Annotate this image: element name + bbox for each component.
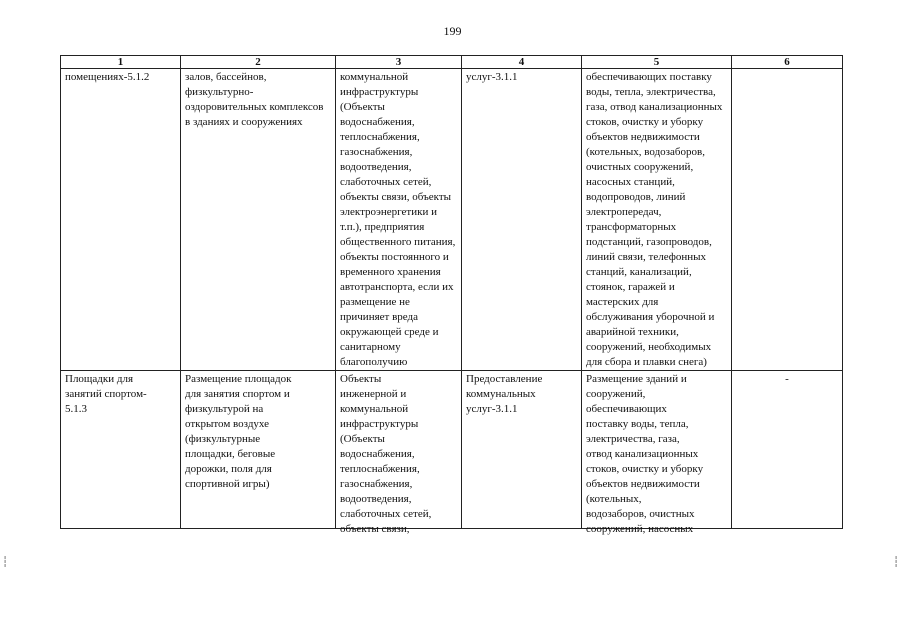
scan-margin-mark-left: ┆ bbox=[2, 557, 9, 568]
document-table bbox=[60, 55, 843, 535]
table-cell bbox=[732, 371, 843, 529]
table-cell bbox=[582, 371, 732, 535]
table-cell bbox=[181, 371, 336, 529]
scan-margin-mark-right: ┆ bbox=[893, 557, 900, 568]
table-cell bbox=[462, 371, 582, 529]
column-header-1: 1 bbox=[61, 56, 181, 69]
table-cell bbox=[336, 371, 462, 535]
table-cell: услуг-3.1.1 bbox=[462, 69, 582, 371]
table-cell: коммунальной инфраструктуры (Объекты водоснабжения, теплоснабжения, газоснабжения, водоотведения, слаботочных сетей, объекты связи, объекты электроэнергетики и т.п.), предприятия общественного питания, объекты постоянного и временного хранения автотранспорта, если их размещение не причиняет вреда окружающей среде и санитарному благополучию bbox=[336, 69, 462, 371]
column-header-3: 3 bbox=[336, 56, 462, 69]
table-row bbox=[61, 69, 843, 371]
cell-text: Размещение зданий и сооружений, обеспечивающих поставку воды, тепла, электричества, газа, отвод канализационных стоков, очистку и уборку объектов недвижимости (котельных, водозаборов, очистных сооружений, насосных bbox=[586, 373, 704, 535]
table-cell bbox=[732, 69, 843, 371]
table-cell: залов, бассейнов, физкультурно- оздоровительных комплексов в зданиях и сооружениях bbox=[181, 69, 336, 371]
column-header-4: 4 bbox=[462, 56, 582, 69]
table-header-row bbox=[61, 56, 843, 69]
cell-text: - bbox=[785, 373, 789, 385]
cell-text: Площадки для занятий спортом- 5.1.3 bbox=[65, 373, 147, 415]
column-header-6: 6 bbox=[732, 56, 843, 69]
cell-text: Объекты инженерной и коммунальной инфраструктуры (Объекты водоснабжения, теплоснабжения, газоснабжения, водоотведения, слаботочных сетей, объекты связи, bbox=[340, 373, 432, 535]
cell-text: Предоставление коммунальных услуг-3.1.1 bbox=[466, 373, 543, 415]
table-cell bbox=[61, 371, 181, 529]
table-cell: обеспечивающих поставку воды, тепла, электричества, газа, отвод канализационных стоков, очистку и уборку объектов недвижимости (котельных, водозаборов, очистных сооружений, насосных станций, водопроводов, линий электропередач, трансформаторных подстанций, газопроводов, линий связи, телефонных станций, канализаций, стоянок, гаражей и мастерских для обслуживания уборочной и аварийной техники, сооружений, необходимых для сбора и плавки снега) bbox=[582, 69, 732, 371]
page-number: 199 bbox=[443, 24, 462, 38]
column-header-5: 5 bbox=[582, 56, 732, 69]
table-cell: помещениях-5.1.2 bbox=[61, 69, 181, 371]
column-header-2: 2 bbox=[181, 56, 336, 69]
table-row bbox=[61, 371, 843, 529]
cell-text: Размещение площадок для занятия спортом и физкультурой на открытом воздухе (физкультурные площадки, беговые дорожки, поля для спортивной игры) bbox=[185, 373, 292, 490]
